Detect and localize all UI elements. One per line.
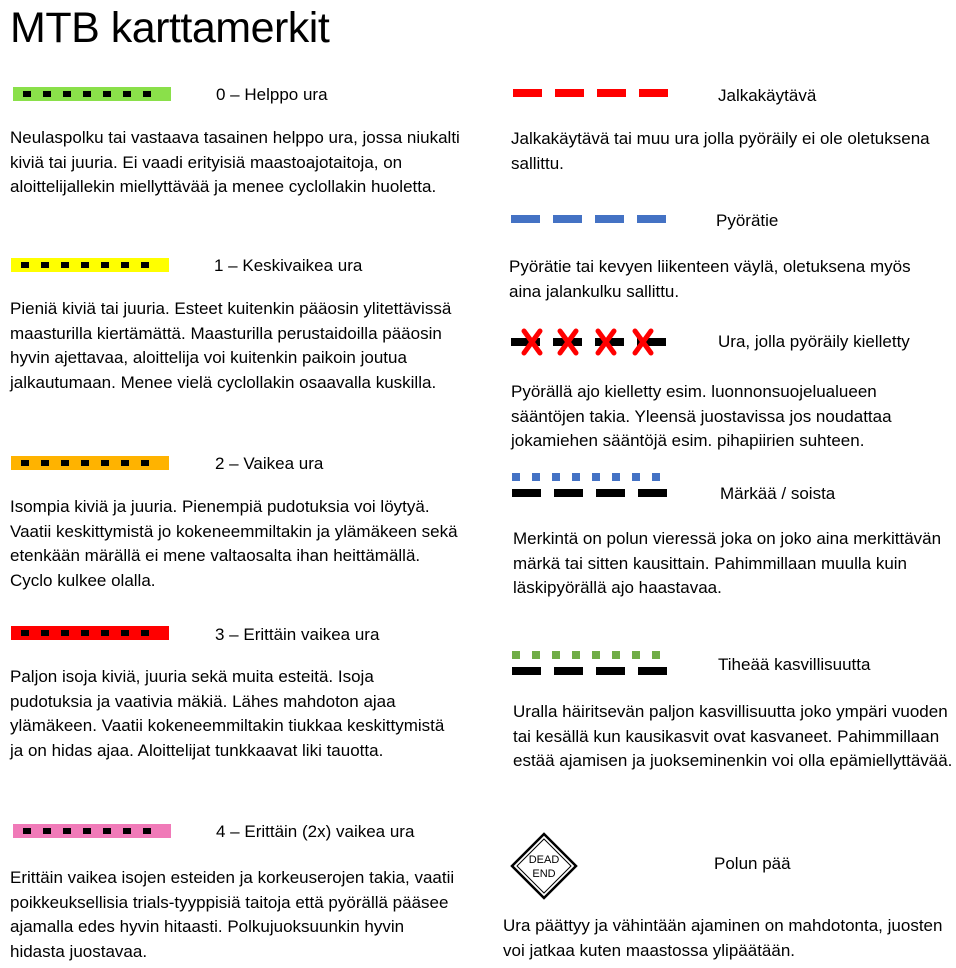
yellow-dotted-band-symbol xyxy=(11,258,169,272)
legend-label-wet: Märkää / soista xyxy=(720,484,836,503)
legend-label-dead-end: Polun pää xyxy=(714,854,791,873)
legend-label-very-difficult: 3 – Erittäin vaikea ura xyxy=(215,625,380,644)
dead-end-sign-line2: END xyxy=(532,868,556,880)
red-dotted-band-symbol xyxy=(11,626,169,640)
legend-label-intermediate: 1 – Keskivaikea ura xyxy=(214,256,363,275)
legend-desc-very-difficult: Paljon isoja kiviä, juuria sekä muita esteitä. Isoja pudotuksia ja vaativia mäkiä. Lähes mahdoton ajaa ylämäkeen. Vaatii kokeneemmiltakin tiukkaa keskittymistä ja on hidas ajaa. Aloittelijat tunkkaavat liki tauotta. xyxy=(10,667,445,760)
legend-desc-extremely-difficult: Erittäin vaikea isojen esteiden ja korkeuserojen takia, vaatii poikkeuksellisia trials-tyyppisiä taitoja että pyörällä pääsee ajamalla edes hyvin hitaasti. Polkujuoksuunkin hyvin hidasta juostavaa. xyxy=(10,868,455,961)
legend-label-easy: 0 – Helppo ura xyxy=(216,85,328,104)
legend-label-vegetation: Tiheää kasvillisuutta xyxy=(718,655,871,674)
legend-label-extremely-difficult: 4 – Erittäin (2x) vaikea ura xyxy=(216,822,415,841)
legend-desc-intermediate: Pieniä kiviä tai juuria. Esteet kuitenkin pääosin ylitettävissä maasturilla kiertämättä. Maasturilla perustaidoilla pääosin hyvin ajettavaa, aloittelija voi kuitenkin paikoin joutua jalkautumaan. Menee vielä cyclollakin osaavalla kuskilla. xyxy=(10,299,452,392)
legend-desc-no-cycling: Pyörällä ajo kielletty esim. luonnonsuojelualueen sääntöjen takia. Yleensä juostavissa jos noudattaa jokamiehen sääntöjä esim. pihapiirien suhteen. xyxy=(511,382,892,450)
orange-dotted-band-symbol xyxy=(11,456,169,470)
legend-desc-bike-path: Pyörätie tai kevyen liikenteen väylä, oletuksena myös aina jalankulku sallittu. xyxy=(509,257,911,301)
legend-label-sidewalk: Jalkakäytävä xyxy=(718,86,817,105)
blue-dashed-line-symbol xyxy=(508,212,673,226)
dead-end-sign-icon xyxy=(510,832,578,900)
legend-desc-wet: Merkintä on polun vieressä joka on joko aina merkittävän märkä tai sitten kausittain. Pahimmillaan muulla kuin läskipyörällä ajo haastavaa. xyxy=(513,529,942,597)
legend-label-difficult: 2 – Vaikea ura xyxy=(215,454,324,473)
legend-desc-difficult: Isompia kiviä ja juuria. Pienempiä pudotuksia voi löytyä. Vaatii keskittymistä jo kokeneemmiltakin ja ylämäkeen sekä etenkään märällä ei mene valtaosalta ihan heittämällä. Cyclo kulkee olalla. xyxy=(10,497,458,590)
legend-desc-vegetation: Uralla häiritsevän paljon kasvillisuutta joko ympäri vuoden tai kesällä kun kausikasvit ovat kasvaneet. Pahimmillaan estää ajamisen ja juokseminenkin voi olla epämiellyttävää. xyxy=(513,702,953,770)
green-dotted-band-symbol xyxy=(13,87,171,101)
legend-label-bike-path: Pyörätie xyxy=(716,211,779,230)
legend-label-no-cycling: Ura, jolla pyöräily kielletty xyxy=(718,332,910,351)
pink-dotted-band-symbol xyxy=(13,824,171,838)
dead-end-sign-line1: DEAD xyxy=(528,854,560,866)
wet-marshy-symbol xyxy=(508,470,673,502)
page-title: MTB karttamerkit xyxy=(10,4,330,52)
legend-desc-easy: Neulaspolku tai vastaava tasainen helppo ura, jossa niukalti kiviä tai juuria. Ei vaadi erityisiä maastoajotaitoja, on aloittelijallekin miellyttävää ja menee cyclollakin huoletta. xyxy=(10,128,460,196)
cycling-prohibited-symbol xyxy=(508,325,673,359)
legend-desc-dead-end: Ura päättyy ja vähintään ajaminen on mahdotonta, juosten voi jatkaa kuten maastossa ylipäätään. xyxy=(503,916,943,960)
legend-desc-sidewalk: Jalkakäytävä tai muu ura jolla pyöräily ei ole oletuksena sallittu. xyxy=(511,129,930,173)
dense-vegetation-symbol xyxy=(508,648,673,680)
red-dashed-line-symbol xyxy=(510,86,675,100)
